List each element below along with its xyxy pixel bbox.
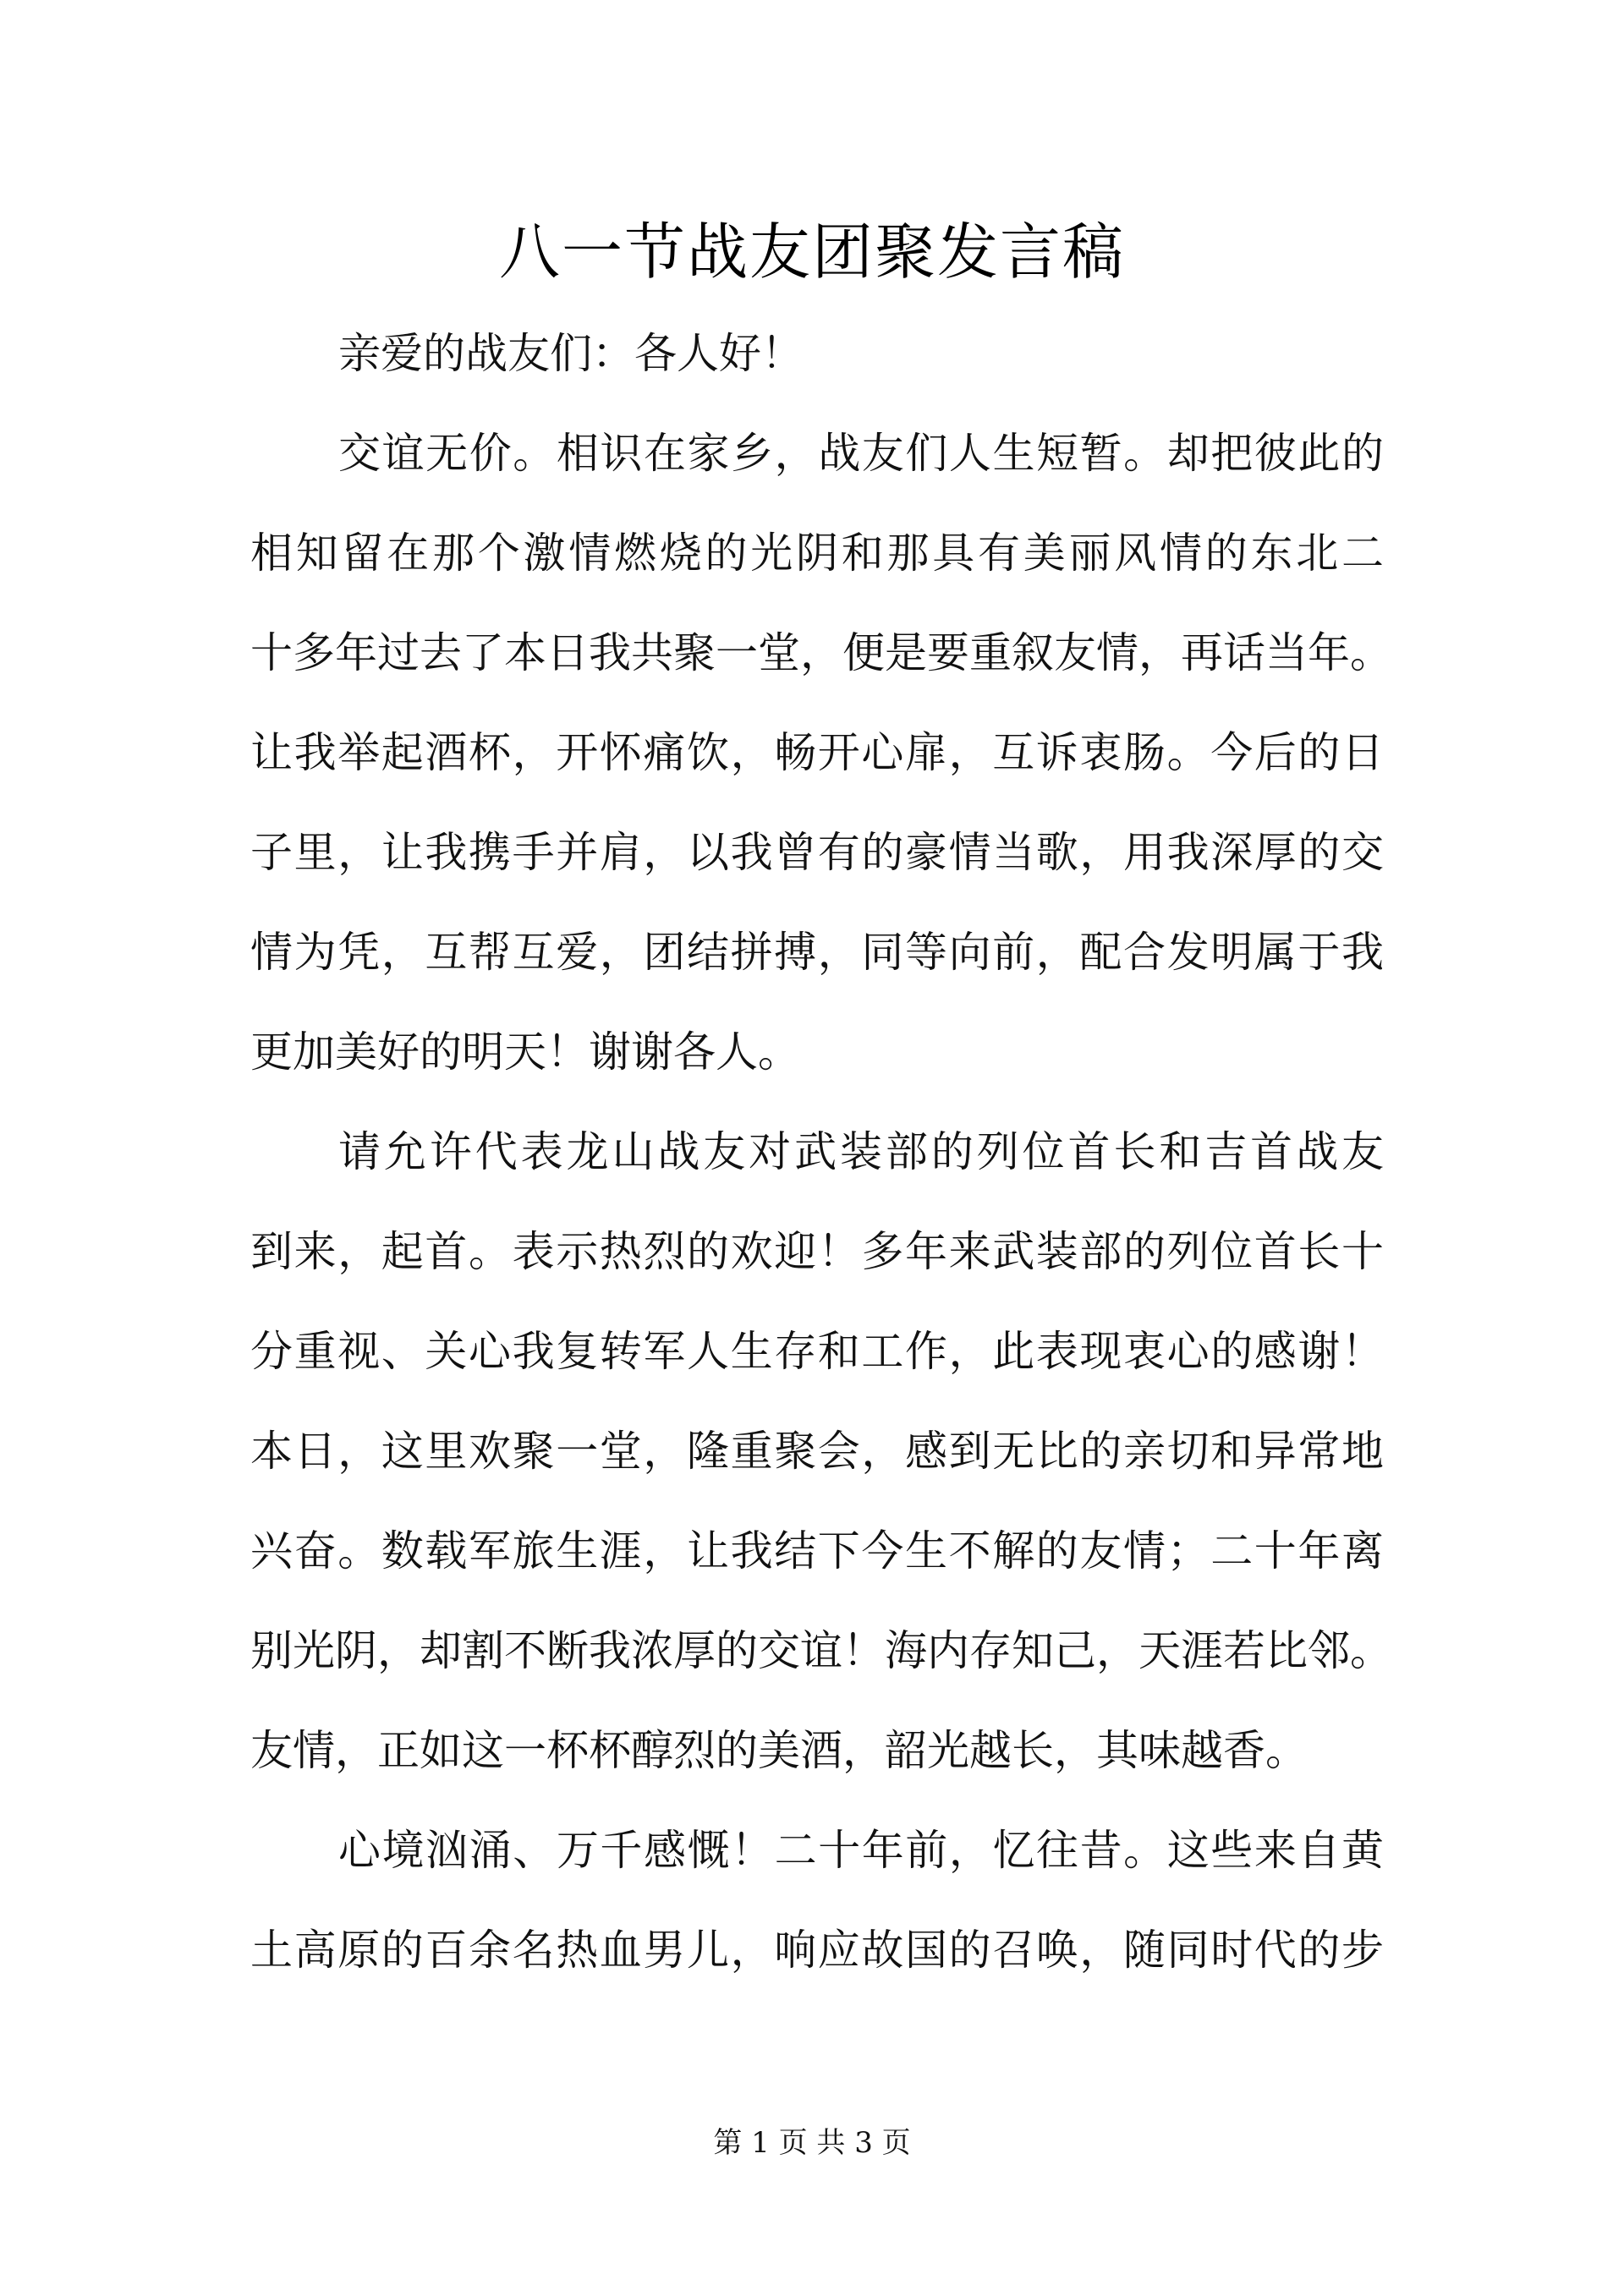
text-line: 友情，正如这一杯杯醇烈的美酒，韶光越长，其味越香。	[250, 1726, 1308, 1775]
text-line: 十多年过去了本日我共聚一堂，便是要重叙友情，再话当年。	[250, 628, 1392, 677]
text-line: 亲爱的战友们：各人好！	[338, 329, 804, 378]
text-line: 相知留在那个激情燃烧的光阴和那具有美丽风情的东北二	[250, 529, 1384, 578]
text-line: 情为凭，互帮互爱，团结拼搏，同等向前，配合发明属于我	[250, 928, 1384, 977]
document-body	[250, 328, 1392, 2025]
text-line: 本日，这里欢聚一堂，隆重聚会，感到无比的亲切和异常地	[250, 1427, 1384, 1476]
document-title: 八一节战友团聚发言稿	[498, 216, 1125, 288]
text-line: 请允许代表龙山战友对武装部的列位首长和吉首战友	[338, 1127, 1384, 1176]
text-line: 兴奋。数载军旅生涯，让我结下今生不解的友情；二十年离	[250, 1526, 1384, 1575]
text-line: 别光阴，却割不断我浓厚的交谊！海内存知己，天涯若比邻。	[250, 1626, 1392, 1675]
text-line: 子里，让我携手并肩，以我曾有的豪情当歌，用我深厚的交	[250, 828, 1384, 877]
text-line: 让我举起酒杯，开怀痛饮，畅开心扉，互诉衷肠。今后的日	[250, 728, 1384, 777]
text-line: 土高原的百余名热血男儿，响应故国的召唤，随同时代的步	[250, 1926, 1384, 1975]
page-number: 第 1 页 共 3 页	[713, 2126, 911, 2160]
text-line: 分重视、关心我复转军人生存和工作，此表现衷心的感谢！	[250, 1327, 1384, 1376]
text-line: 交谊无价。相识在家乡，战友们人生短暂。却把彼此的	[338, 429, 1384, 478]
text-line: 更加美好的明天！谢谢各人。	[250, 1027, 800, 1077]
text-line: 心境汹涌、万千感慨！二十年前，忆往昔。这些来自黄	[338, 1826, 1384, 1875]
text-line: 到来，起首。表示热烈的欢迎！多年来武装部的列位首长十	[250, 1227, 1384, 1276]
